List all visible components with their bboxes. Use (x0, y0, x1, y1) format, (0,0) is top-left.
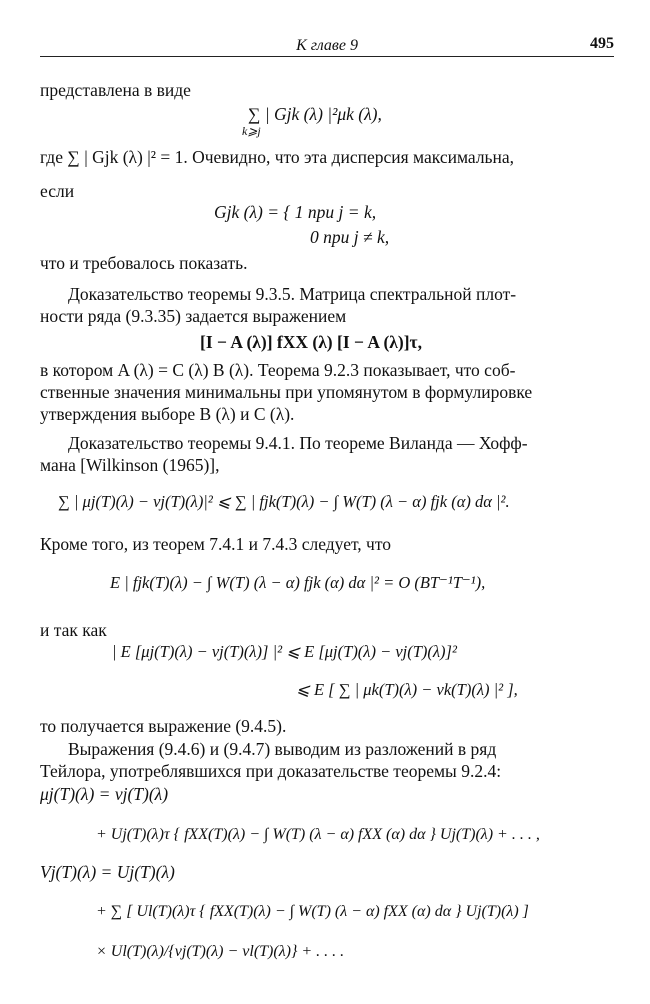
equation-subscript: k⩾j (242, 124, 261, 138)
text-line: и так как (40, 620, 107, 640)
text-line: что и требовалось показать. (40, 253, 248, 273)
equation: 0 при j ≠ k, (310, 227, 390, 247)
equation: ⩽ E [ ∑ | μk(T)(λ) − νk(T)(λ) |² ], (296, 680, 518, 699)
text-line: ности ряда (9.3.35) задается выражением (40, 306, 347, 326)
running-header (40, 34, 614, 57)
text-line: Кроме того, из теорем 7.4.1 и 7.4.3 следует, что (40, 534, 392, 554)
equation: ∑ | Gjk (λ) |²μk (λ), (248, 104, 382, 124)
text-line: где ∑ | Gjk (λ) |² = 1. Очевидно, что эта дисперсия максимальна, (40, 147, 515, 167)
equation: μj(T)(λ) = νj(T)(λ) (40, 784, 169, 804)
text-line: в котором A (λ) = C (λ) B (λ). Теорема 9.2.3 показывает, что соб- (40, 360, 516, 380)
equation: + ∑ [ Ul(T)(λ)τ { fXX(T)(λ) − ∫ W(T) (λ − α) fXX (α) dα } Uj(T)(λ) ] (96, 903, 529, 920)
text-line: если (40, 181, 75, 201)
text-line: мана [Wilkinson (1965)], (40, 455, 220, 475)
text-line: Тейлора, употреблявшихся при доказательстве теоремы 9.2.4: (40, 761, 502, 781)
equation: [I − A (λ)] fXX (λ) [I − A (λ)]τ, (200, 332, 422, 352)
text-line: Доказательство теоремы 9.3.5. Матрица спектральной плот- (68, 284, 517, 304)
text-line: ственные значения минимальны при упомянутом в формулировке (40, 382, 533, 402)
text-line: представлена в виде (40, 80, 191, 100)
equation: + Uj(T)(λ)τ { fXX(T)(λ) − ∫ W(T) (λ − α) fXX (α) dα } Uj(T)(λ) + . . . , (96, 826, 540, 843)
text-line: то получается выражение (9.4.5). (40, 716, 287, 736)
page (40, 34, 614, 57)
equation: E | fjk(T)(λ) − ∫ W(T) (λ − α) fjk (α) dα |² = O (BT⁻¹T⁻¹), (110, 573, 486, 592)
text-line: утверждения выборе B (λ) и C (λ). (40, 404, 295, 424)
equation: Gjk (λ) = { 1 при j = k, (214, 202, 377, 222)
equation: ∑ | μj(T)(λ) − νj(T)(λ)|² ⩽ ∑ | fjk(T)(λ) − ∫ W(T) (λ − α) fjk (α) dα |². (58, 492, 510, 511)
page-number: 495 (590, 35, 614, 52)
header-title: К главе 9 (296, 37, 358, 54)
equation: × Ul(T)(λ)/{νj(T)(λ) − νl(T)(λ)} + . . . . (96, 943, 345, 960)
equation: | E [μj(T)(λ) − νj(T)(λ)] |² ⩽ E [μj(T)(λ) − νj(T)(λ)]² (112, 642, 457, 661)
text-line: Выражения (9.4.6) и (9.4.7) выводим из разложений в ряд (68, 739, 497, 759)
text-line: Доказательство теоремы 9.4.1. По теореме Виланда — Хофф- (68, 433, 528, 453)
equation: Vj(T)(λ) = Uj(T)(λ) (40, 862, 175, 882)
